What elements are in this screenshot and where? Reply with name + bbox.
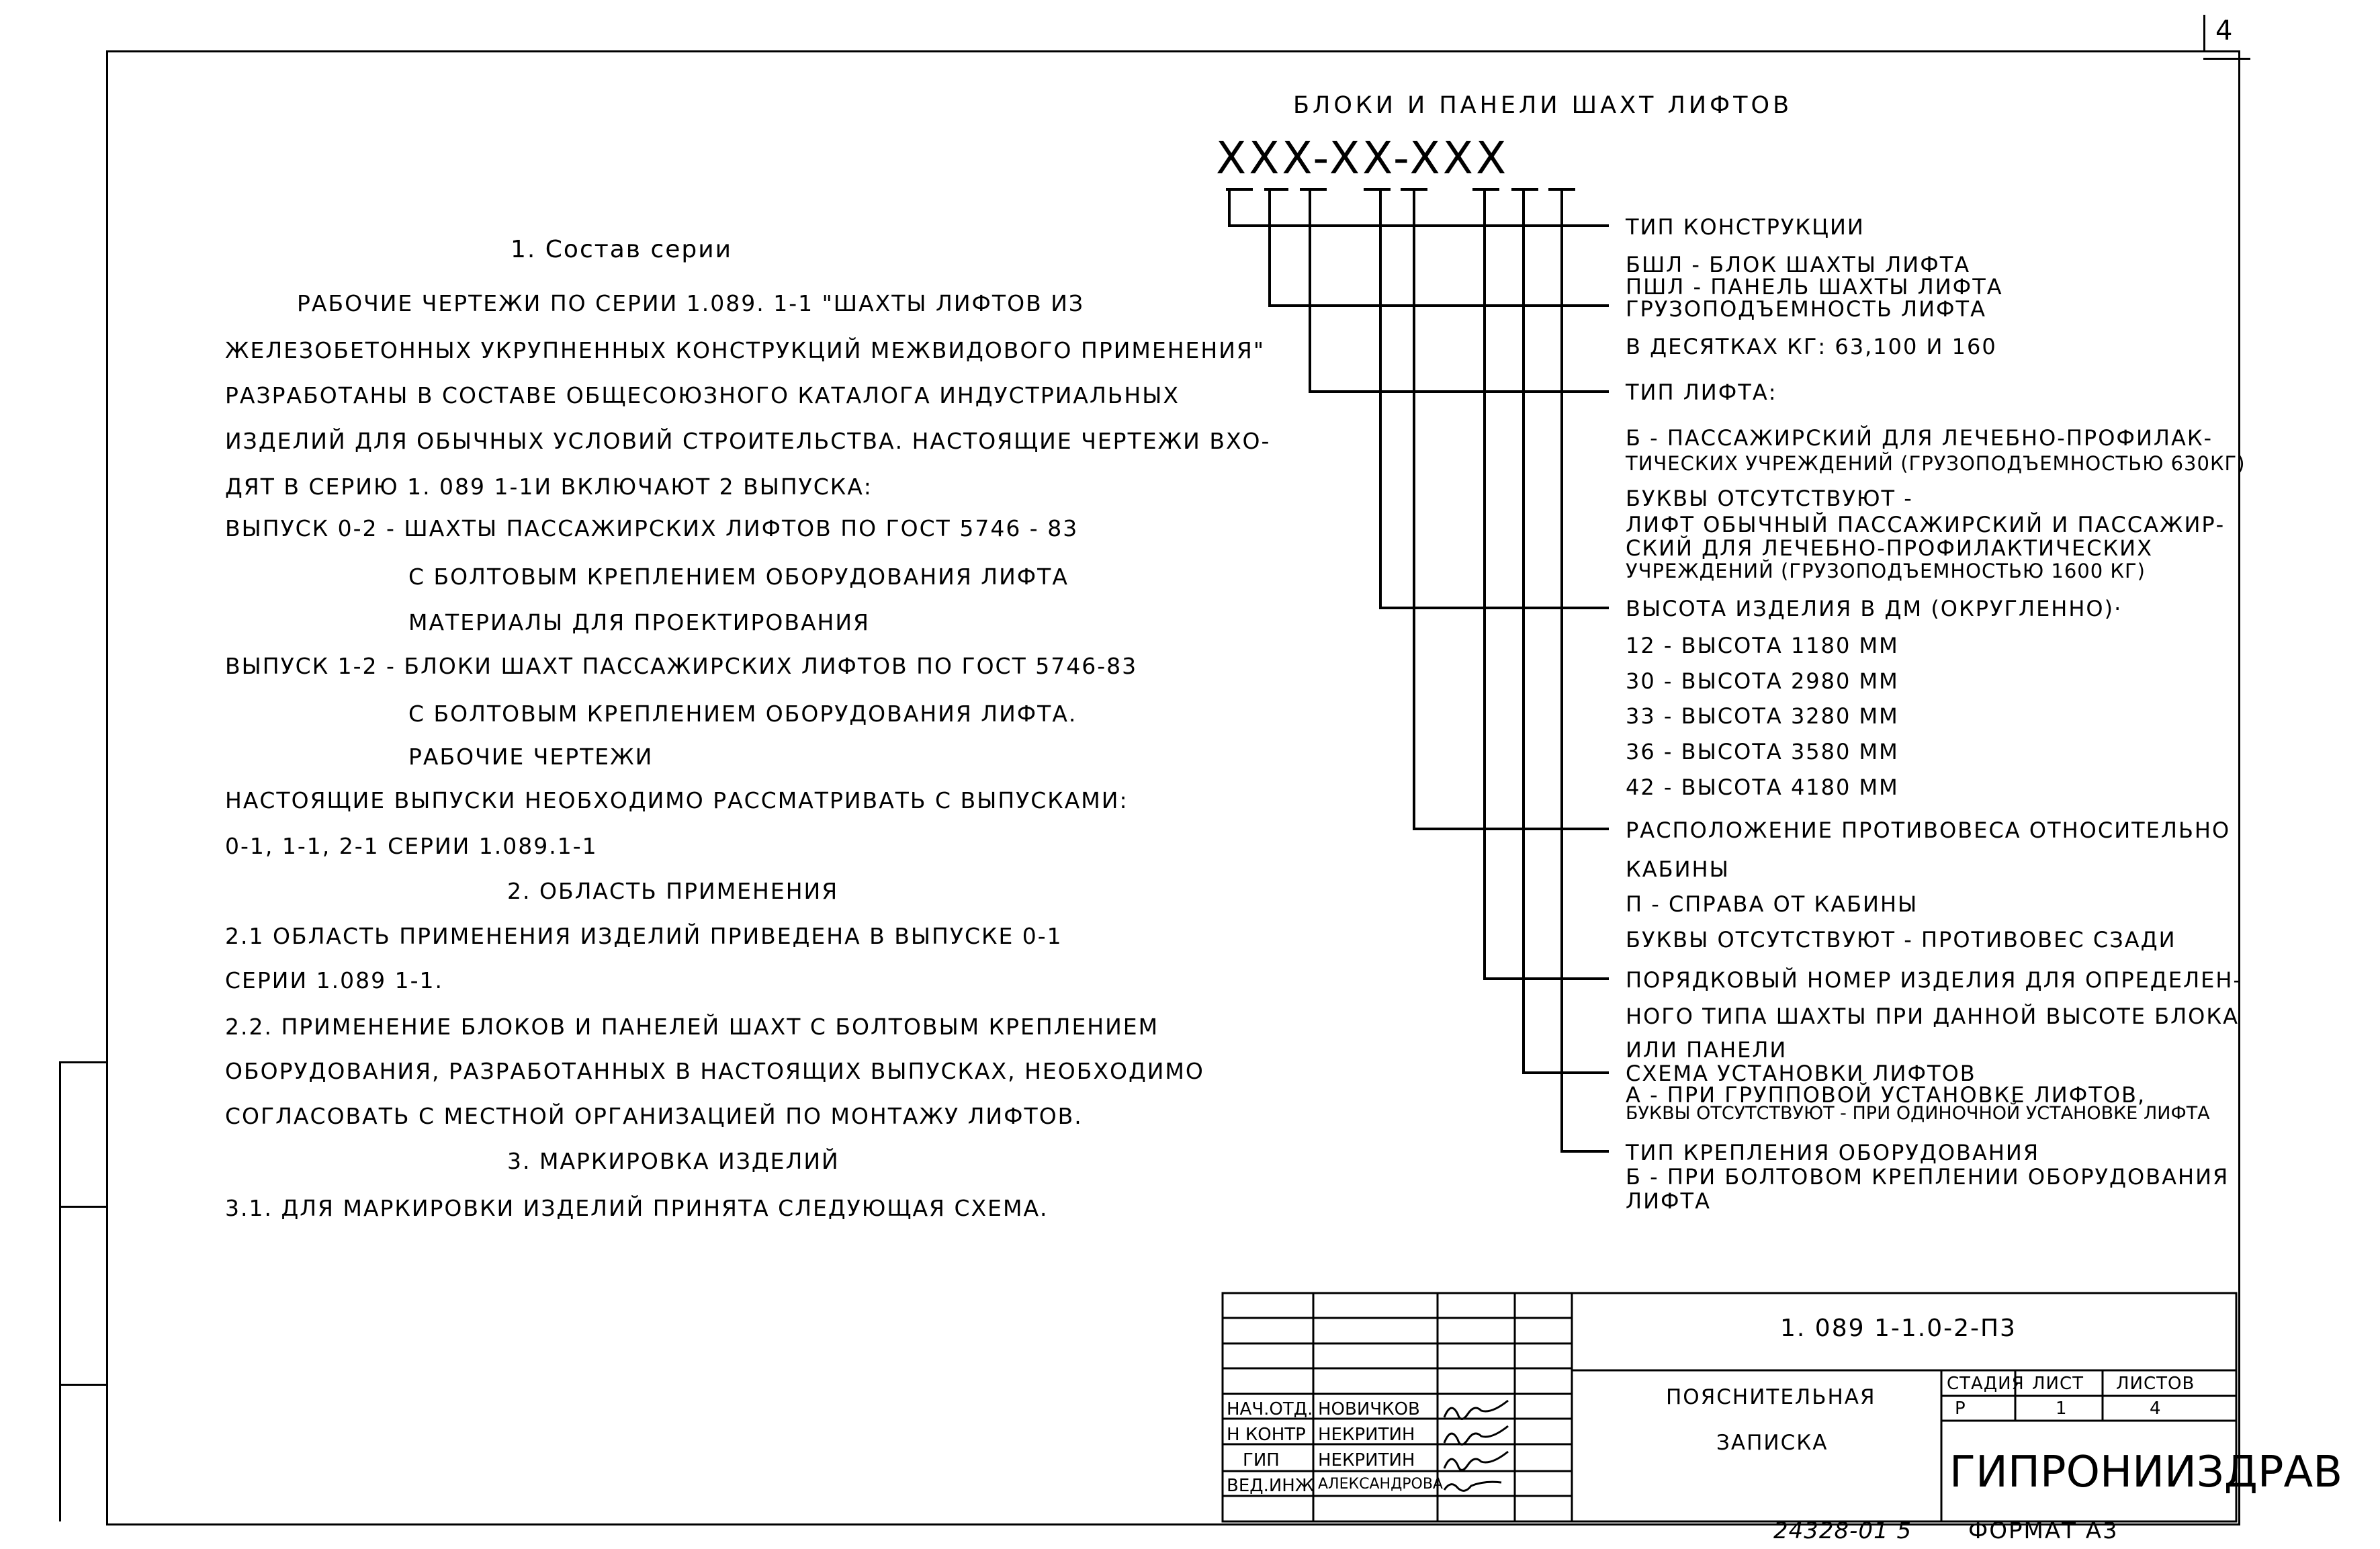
label-text: БШЛ - БЛОК ШАХТЫ ЛИФТА xyxy=(1626,252,1971,277)
marking-code: XXX-XX-XXX xyxy=(1216,132,1509,184)
label-text: Б - ПАССАЖИРСКИЙ ДЛЯ ЛЕЧЕБНО-ПРОФИЛАК- xyxy=(1626,425,2213,451)
text-line: 0-1, 1-1, 2-1 СЕРИИ 1.089.1-1 xyxy=(225,833,598,859)
label-counterweight: РАСПОЛОЖЕНИЕ ПРОТИВОВЕСА ОТНОСИТЕЛЬНО xyxy=(1626,817,2231,843)
label-text: 36 - ВЫСОТА 3580 ММ xyxy=(1626,739,1899,764)
section-2-title: 2. ОБЛАСТЬ ПРИМЕНЕНИЯ xyxy=(507,878,839,904)
label-height: ВЫСОТА ИЗДЕЛИЯ В ДМ (ОКРУГЛЕННО)· xyxy=(1626,596,2123,621)
text-line: НАСТОЯЩИЕ ВЫПУСКИ НЕОБХОДИМО РАССМАТРИВАТЬ С ВЫПУСКАМИ: xyxy=(225,787,1129,813)
label-text: УЧРЕЖДЕНИЙ (ГРУЗОПОДЪЕМНОСТЬЮ 1600 КГ) xyxy=(1626,560,2146,582)
label-text: В ДЕСЯТКАХ КГ: 63,100 И 160 xyxy=(1626,334,1997,359)
label-text: ПШЛ - ПАНЕЛЬ ШАХТЫ ЛИФТА xyxy=(1626,274,2003,300)
label-mounting-type: ТИП КРЕПЛЕНИЯ ОБОРУДОВАНИЯ xyxy=(1626,1140,2040,1165)
text-line: РАЗРАБОТАНЫ В СОСТАВЕ ОБЩЕСОЮЗНОГО КАТАЛОГА ИНДУСТРИАЛЬНЫХ xyxy=(225,382,1180,408)
label-text: ТИЧЕСКИХ УЧРЕЖДЕНИЙ (ГРУЗОПОДЪЕМНОСТЬЮ 630КГ) xyxy=(1626,452,2246,475)
document-name-line1: ПОЯСНИТЕЛЬНАЯ xyxy=(1666,1385,1876,1409)
text-line: 2.1 ОБЛАСТЬ ПРИМЕНЕНИЯ ИЗДЕЛИЙ ПРИВЕДЕНА В ВЫПУСКЕ 0-1 xyxy=(225,923,1063,949)
sheet-value: 1 xyxy=(2056,1399,2068,1419)
text-line: 3.1. ДЛЯ МАРКИРОВКИ ИЗДЕЛИЙ ПРИНЯТА СЛЕДУЮЩАЯ СХЕМА. xyxy=(225,1195,1049,1221)
label-load-capacity: ГРУЗОПОДЪЕМНОСТЬ ЛИФТА xyxy=(1626,296,1986,322)
label-text: 42 - ВЫСОТА 4180 ММ xyxy=(1626,774,1899,800)
text-line: СОГЛАСОВАТЬ С МЕСТНОЙ ОРГАНИЗАЦИЕЙ ПО МОНТАЖУ ЛИФТОВ. xyxy=(225,1103,1083,1129)
label-text: Б - ПРИ БОЛТОВОМ КРЕПЛЕНИИ ОБОРУДОВАНИЯ xyxy=(1626,1164,2230,1190)
signature-role: Н КОНТР xyxy=(1227,1425,1306,1445)
label-serial-number: ПОРЯДКОВЫЙ НОМЕР ИЗДЕЛИЯ ДЛЯ ОПРЕДЕЛЕН- xyxy=(1626,967,2242,993)
text-line: ЖЕЛЕЗОБЕТОННЫХ УКРУПНЕННЫХ КОНСТРУКЦИЙ МЕЖВИДОВОГО ПРИМЕНЕНИЯ" xyxy=(225,337,1266,363)
signature-name: НЕКРИТИН xyxy=(1318,1425,1415,1445)
label-text: ИЛИ ПАНЕЛИ xyxy=(1626,1037,1788,1063)
sheets-value: 4 xyxy=(2150,1399,2162,1419)
signature-role: ГИП xyxy=(1243,1450,1280,1470)
stage-header: СТАДИЯ xyxy=(1947,1374,2025,1394)
signature-role: НАЧ.ОТД. xyxy=(1227,1399,1313,1419)
text-line: С БОЛТОВЫМ КРЕПЛЕНИЕМ ОБОРУДОВАНИЯ ЛИФТА xyxy=(408,564,1069,590)
text-line: ОБОРУДОВАНИЯ, РАЗРАБОТАННЫХ В НАСТОЯЩИХ ВЫПУСКАХ, НЕОБХОДИМО xyxy=(225,1058,1204,1084)
signature-name: АЛЕКСАНДРОВА xyxy=(1318,1476,1443,1493)
label-text: 33 - ВЫСОТА 3280 ММ xyxy=(1626,703,1899,729)
text-line: РАБОЧИЕ ЧЕРТЕЖИ ПО СЕРИИ 1.089. 1-1 "ШАХТЫ ЛИФТОВ ИЗ xyxy=(297,290,1085,316)
sheets-header: ЛИСТОВ xyxy=(2116,1374,2195,1394)
label-text: 12 - ВЫСОТА 1180 ММ xyxy=(1626,633,1899,658)
text-line: ВЫПУСК 0-2 - ШАХТЫ ПАССАЖИРСКИХ ЛИФТОВ ПО ГОСТ 5746 - 83 xyxy=(225,515,1079,541)
text-line: 2.2. ПРИМЕНЕНИЕ БЛОКОВ И ПАНЕЛЕЙ ШАХТ С БОЛТОВЫМ КРЕПЛЕНИЕМ xyxy=(225,1014,1159,1040)
text-line: СЕРИИ 1.089 1-1. xyxy=(225,967,444,993)
text-line: С БОЛТОВЫМ КРЕПЛЕНИЕМ ОБОРУДОВАНИЯ ЛИФТА. xyxy=(408,701,1077,727)
label-text: БУКВЫ ОТСУТСТВУЮТ - xyxy=(1626,486,1913,511)
paper-format: ФОРМАТ А3 xyxy=(1968,1517,2119,1544)
label-text: БУКВЫ ОТСУТСТВУЮТ - ПРОТИВОВЕС СЗАДИ xyxy=(1626,927,2176,953)
label-text: 30 - ВЫСОТА 2980 ММ xyxy=(1626,668,1899,694)
label-lift-type: ТИП ЛИФТА: xyxy=(1626,380,1777,405)
label-text: СКИЙ ДЛЯ ЛЕЧЕБНО-ПРОФИЛАКТИЧЕСКИХ xyxy=(1626,535,2154,561)
section-3-title: 3. МАРКИРОВКА ИЗДЕЛИЙ xyxy=(507,1148,840,1174)
archive-number: 24328-01 5 xyxy=(1773,1517,1912,1544)
label-text: П - СПРАВА ОТ КАБИНЫ xyxy=(1626,891,1919,917)
diagram-title: БЛОКИ И ПАНЕЛИ ШАХТ ЛИФТОВ xyxy=(1293,92,1793,119)
signature-role: ВЕД.ИНЖ xyxy=(1227,1476,1314,1496)
label-text: КАБИНЫ xyxy=(1626,856,1730,882)
label-text: БУКВЫ ОТСУТСТВУЮТ - ПРИ ОДИНОЧНОЙ УСТАНОВКЕ ЛИФТА xyxy=(1626,1103,2210,1124)
label-installation-scheme: СХЕМА УСТАНОВКИ ЛИФТОВ xyxy=(1626,1061,1976,1086)
label-text: ЛИФТ ОБЫЧНЫЙ ПАССАЖИРСКИЙ И ПАССАЖИР- xyxy=(1626,512,2225,537)
text-line: ВЫПУСК 1-2 - БЛОКИ ШАХТ ПАССАЖИРСКИХ ЛИФТОВ ПО ГОСТ 5746-83 xyxy=(225,653,1138,679)
label-text: А - ПРИ ГРУППОВОЙ УСТАНОВКЕ ЛИФТОВ, xyxy=(1626,1082,2146,1108)
section-1-title: 1. Состав серии xyxy=(511,236,733,263)
signature-name: НОВИЧКОВ xyxy=(1318,1399,1420,1419)
label-text: ЛИФТА xyxy=(1626,1188,1711,1214)
stage-value: Р xyxy=(1955,1399,1967,1419)
signature-name: НЕКРИТИН xyxy=(1318,1450,1415,1470)
organization-name: ГИПРОНИИЗДРАВ xyxy=(1949,1448,2343,1497)
text-line: ИЗДЕЛИЙ ДЛЯ ОБЫЧНЫХ УСЛОВИЙ СТРОИТЕЛЬСТВА. НАСТОЯЩИЕ ЧЕРТЕЖИ ВХО- xyxy=(225,428,1271,454)
text-line: МАТЕРИАЛЫ ДЛЯ ПРОЕКТИРОВАНИЯ xyxy=(408,609,870,635)
text-line: РАБОЧИЕ ЧЕРТЕЖИ xyxy=(408,744,654,770)
label-construction-type: ТИП КОНСТРУКЦИИ xyxy=(1626,214,1865,240)
sheet-header: ЛИСТ xyxy=(2032,1374,2084,1394)
document-name-line2: ЗАПИСКА xyxy=(1716,1431,1828,1455)
document-designation: 1. 089 1-1.0-2-П3 xyxy=(1780,1315,2017,1342)
label-text: НОГО ТИПА ШАХТЫ ПРИ ДАННОЙ ВЫСОТЕ БЛОКА xyxy=(1626,1004,2239,1029)
corner-sheet-number: 4 xyxy=(2215,15,2234,46)
text-line: ДЯТ В СЕРИЮ 1. 089 1-1И ВКЛЮЧАЮТ 2 ВЫПУСКА: xyxy=(225,474,873,500)
